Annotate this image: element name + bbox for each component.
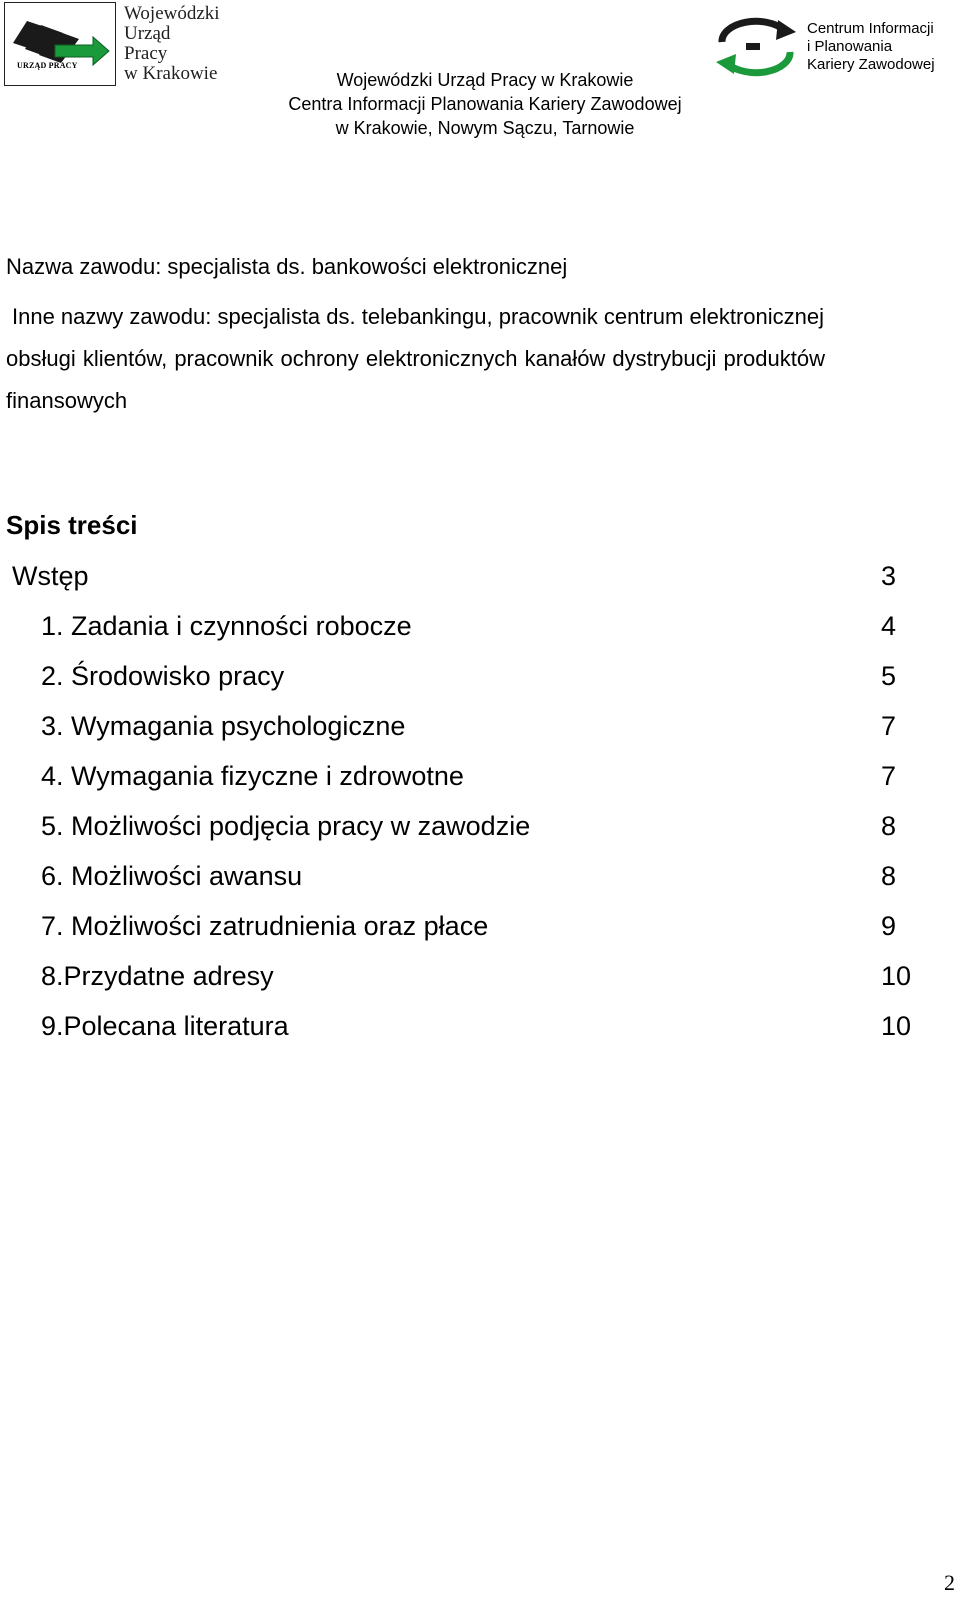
toc-item-page: 4 bbox=[881, 611, 897, 641]
header-institution-text bbox=[195, 68, 775, 140]
toc-item-label: 2. Środowisko pracy bbox=[41, 661, 285, 691]
wup-logo-graphic bbox=[5, 3, 115, 85]
toc-title: Spis treści bbox=[6, 510, 138, 540]
header-line: Wojewódzki Urząd Pracy w Krakowie bbox=[336, 70, 634, 90]
wup-logo-caption: URZĄD PRACY bbox=[17, 61, 78, 70]
other-names-line: obsługi klientów, pracownik ochrony elektronicznych kanałów dystrybucji produktów bbox=[6, 346, 825, 371]
toc-item-label: 8.Przydatne adresy bbox=[41, 961, 274, 991]
toc-item-label: 7. Możliwości zatrudnienia oraz płace bbox=[41, 911, 489, 941]
toc-item-label: Wstęp bbox=[12, 561, 89, 591]
occupation-name: Nazwa zawodu: specjalista ds. bankowości elektronicznej bbox=[6, 254, 568, 279]
cizp-logo-line: Centrum Informacji bbox=[807, 20, 934, 37]
header-line: w Krakowie, Nowym Sączu, Tarnowie bbox=[335, 118, 635, 138]
toc-item-page: 8 bbox=[881, 861, 897, 891]
toc-item-label: 5. Możliwości podjęcia pracy w zawodzie bbox=[41, 811, 531, 841]
cizp-logo-line: i Planowania bbox=[807, 38, 893, 55]
other-names-line: Inne nazwy zawodu: specjalista ds. telebankingu, pracownik centrum elektronicznej bbox=[12, 304, 824, 329]
toc-item-page: 9 bbox=[881, 911, 897, 941]
toc-item-page: 3 bbox=[881, 561, 897, 591]
toc-item-page: 7 bbox=[881, 761, 897, 791]
toc-item-page: 8 bbox=[881, 811, 897, 841]
toc-item-label: 9.Polecana literatura bbox=[41, 1011, 289, 1041]
toc-item-page: 10 bbox=[881, 1011, 912, 1041]
wup-logo-name-line: Pracy bbox=[124, 43, 168, 64]
toc-item-label: 4. Wymagania fizyczne i zdrowotne bbox=[41, 761, 464, 791]
wup-logo-name-line: Urząd bbox=[124, 23, 171, 44]
toc-item-label: 1. Zadania i czynności robocze bbox=[41, 611, 412, 641]
toc-item-page: 7 bbox=[881, 711, 897, 741]
wup-logo-emblem bbox=[4, 2, 116, 86]
toc-item-page: 10 bbox=[881, 961, 912, 991]
toc-item-label: 3. Wymagania psychologiczne bbox=[41, 711, 406, 741]
cizp-logo-line: Kariery Zawodowej bbox=[807, 56, 935, 73]
header-line: Centra Informacji Planowania Kariery Zawodowej bbox=[288, 94, 682, 114]
wup-logo-name-line: w Krakowie bbox=[124, 63, 218, 84]
page-number: 2 bbox=[944, 1570, 955, 1595]
circular-arrows-icon bbox=[712, 16, 802, 78]
occupation-other-names bbox=[6, 296, 946, 422]
cizp-logo-text bbox=[807, 20, 935, 74]
toc-item-page: 5 bbox=[881, 661, 897, 691]
toc-item-label: 6. Możliwości awansu bbox=[41, 861, 303, 891]
other-names-line: finansowych bbox=[6, 388, 128, 413]
wup-logo-name-line: Wojewódzki bbox=[124, 3, 220, 24]
